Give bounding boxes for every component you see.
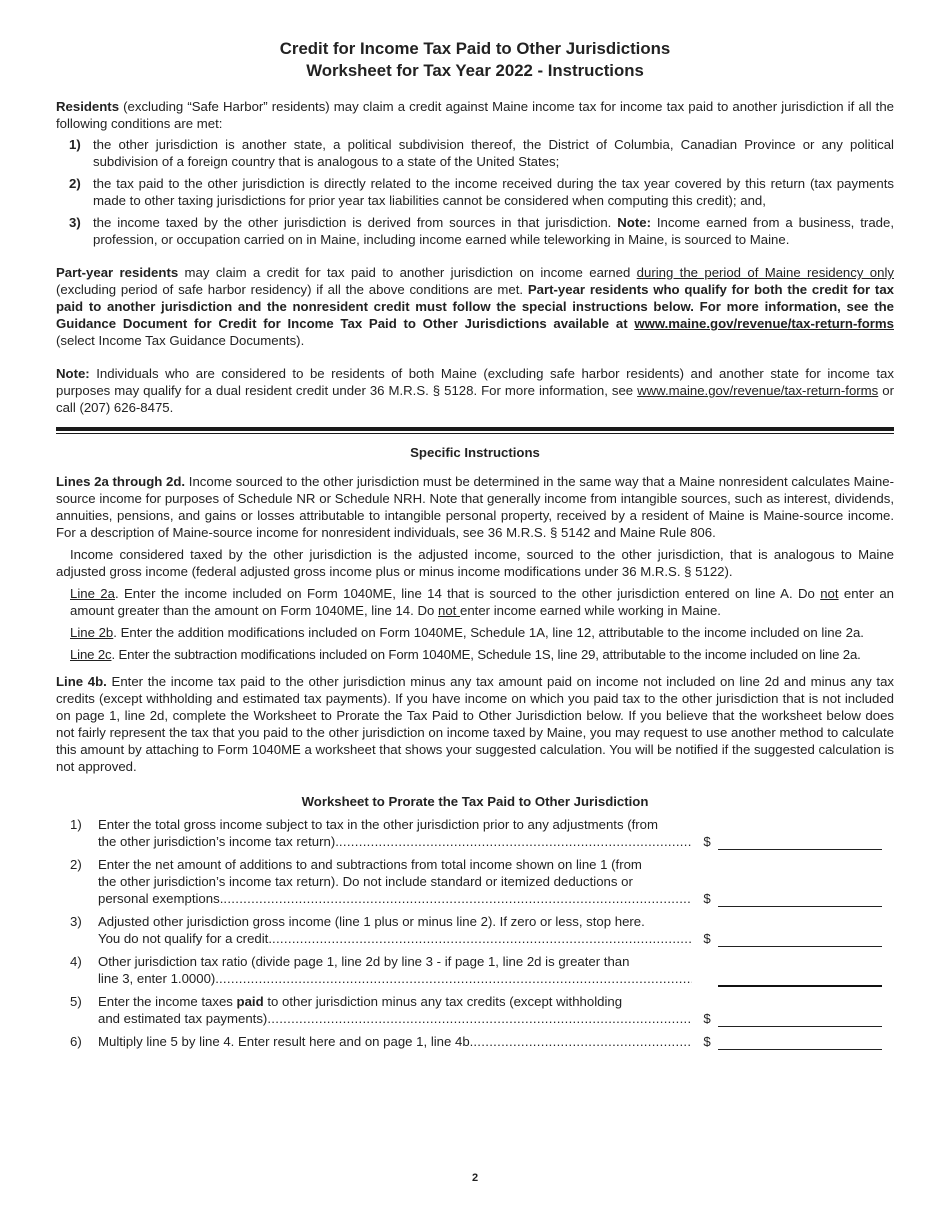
condition-item xyxy=(56,214,894,248)
line-4b-paragraph xyxy=(56,673,894,775)
line-4b-text: Enter the income tax paid to the other jurisdiction minus any tax amount paid on income not included on line 2d and minus any tax credits (except withholding and estimated tax payments). If you have income on which you paid tax to the other jurisdiction that is not included on page 1, line 2d, complete the Worksheet to Prorate the Tax Paid to Other Jurisdiction below. If you believe that the worksheet below does not fairly represent the tax that you paid to the other jurisdiction on income taxed by Maine, you may request to use another method to calculate this amount by attaching to Form 1040ME a worksheet that shows your suggested calculation. You will be notified if the suggested calculation is not approved. xyxy=(56,674,895,774)
worksheet-row-5 xyxy=(56,993,894,1027)
condition-text: the other jurisdiction is another state, a political subdivision thereof, the District of Columbia, Canadian Province or any political subdivision of a foreign country that is analogous to a state of the United States; xyxy=(93,137,894,169)
lines-2a-2d-paragraph xyxy=(56,473,894,541)
residents-intro: (excluding “Safe Harbor” residents) may claim a credit against Maine income tax for income tax paid to another jurisdiction if all the following conditions are met: xyxy=(56,99,894,131)
dot-leader-line xyxy=(98,1033,692,1050)
condition-note-text: Income earned from a business, trade, profession, or occupation carried on in Maine, including income earned while teleworking in Maine, is sourced to Maine. xyxy=(93,215,894,247)
row-description xyxy=(98,913,692,947)
row-text: Multiply line 5 by line 4. Enter result here and on page 1, line 4b. xyxy=(98,1034,474,1049)
condition-number: 3) xyxy=(69,215,81,230)
worksheet-row-1 xyxy=(56,816,894,850)
row-text: and estimated tax payments) xyxy=(98,1011,268,1026)
dollar-sign: $ xyxy=(703,1034,711,1049)
row-text-part: to other jurisdiction minus any tax credits (except withholding xyxy=(263,994,623,1009)
row-number: 1) xyxy=(70,817,82,832)
title-line-1: Credit for Income Tax Paid to Other Jurisdictions xyxy=(279,39,671,58)
row-number: 6) xyxy=(70,1034,82,1049)
row-description xyxy=(98,1033,692,1050)
worksheet-row-2 xyxy=(56,856,894,907)
row-text: personal exemptions. xyxy=(98,891,224,906)
document-title xyxy=(56,38,894,82)
section-divider-thin xyxy=(56,433,894,434)
condition-text-main: the income taxed by the other jurisdiction is derived from sources in that jurisdiction. xyxy=(93,215,618,230)
section-divider-thick xyxy=(56,427,894,431)
row-number: 4) xyxy=(70,954,82,969)
line-2a-text: enter income earned while working in Maine. xyxy=(460,603,721,618)
note-text: Individuals who are considered to be residents of both Maine (excluding safe harbor residents) and another state for income tax purposes may qualify for a dual resident credit under 36 M.R.S. § 5128. For more information, see xyxy=(56,366,894,398)
not-emphasis: not xyxy=(820,586,839,601)
line-2a-instruction xyxy=(70,585,894,619)
line-2a-text: enter an amount greater than the amount on Form 1040ME, line 14. Do xyxy=(70,586,895,618)
part-year-text: may claim a credit for tax paid to another jurisdiction on income earned xyxy=(178,265,637,280)
part-year-text: (excluding period of safe harbor residency) if all the above conditions are met. xyxy=(56,282,528,297)
condition-text: the tax paid to the other jurisdiction is directly related to the income received during the tax year covered by this return (tax payments made to other taxing jurisdictions for prior year tax liabilities cannot be considered when computing this credit); and, xyxy=(93,176,894,208)
row-number: 5) xyxy=(70,994,82,1009)
row-text: line 3, enter 1.0000). xyxy=(98,971,219,986)
condition-item xyxy=(56,175,894,209)
condition-number: 2) xyxy=(69,176,81,191)
dot-leader-line xyxy=(98,1010,692,1027)
row-text xyxy=(98,993,692,1010)
lines-2a-2d-text: Income sourced to the other jurisdiction must be determined in the same way that a Maine nonresident calculates Maine-source income for purposes of Schedule NR or Schedule NRH. Note that generally income from intangible sources, such as interest, dividends, annuities, pensions, and gains or losses attributable to intangible personal property, received by a resident of Maine is Maine-source income. For a description of Maine-source income for nonresident individuals, see 36 M.R.S. § 5142 and Maine Rule 806. xyxy=(56,474,894,540)
dollar-sign: $ xyxy=(703,1011,711,1026)
row-text-part: Enter the income taxes xyxy=(98,994,237,1009)
page-number: 2 xyxy=(471,1172,479,1184)
paid-emphasis: paid xyxy=(236,994,264,1009)
line-2a-text: . Enter the income included on Form 1040ME, line 14 that is sourced to the other jurisdiction entered on line A. Do xyxy=(114,586,821,601)
row-text: Other jurisdiction tax ratio (divide page 1, line 2d by line 3 - if page 1, line 2d is greater than xyxy=(98,954,630,969)
row-text: Enter the total gross income subject to tax in the other jurisdiction prior to any adjustments (from xyxy=(98,817,658,832)
row-description xyxy=(98,856,692,907)
condition-item xyxy=(56,136,894,170)
condition-text xyxy=(93,214,894,248)
dot-leader-line xyxy=(98,930,692,947)
part-year-text: (select Income Tax Guidance Documents). xyxy=(56,333,305,348)
row-number: 2) xyxy=(70,857,82,872)
dot-leader xyxy=(473,1033,692,1050)
row-description xyxy=(98,816,692,850)
specific-instructions-heading: Specific Instructions xyxy=(410,445,540,460)
row-text: Adjusted other jurisdiction gross income (line 1 plus or minus line 2). If zero or less, stop here. xyxy=(98,914,645,929)
worksheet-row-4 xyxy=(56,953,894,987)
line-2b-text: . Enter the addition modifications included on Form 1040ME, Schedule 1A, line 12, attributable to the income included on line 2a. xyxy=(113,625,864,640)
row-description xyxy=(98,953,692,987)
conditions-list xyxy=(56,136,894,248)
worksheet-heading: Worksheet to Prorate the Tax Paid to Other Jurisdiction xyxy=(301,794,649,809)
tax-forms-link[interactable]: www.maine.gov/revenue/tax-return-forms xyxy=(637,383,879,398)
worksheet-row-3 xyxy=(56,913,894,947)
dot-leader xyxy=(272,930,692,947)
lines-2a-2d-label: Lines 2a through 2d. xyxy=(56,474,186,489)
line-1-amount-field[interactable] xyxy=(718,834,882,850)
note-label: Note: xyxy=(56,366,90,381)
line-6-amount-field[interactable] xyxy=(718,1034,882,1050)
dot-leader-line xyxy=(98,970,692,987)
part-year-lead: Part-year residents xyxy=(56,265,179,280)
row-text: the other jurisdiction’s income tax return). Do not include standard or itemized deductions or xyxy=(98,874,633,889)
dot-leader-line xyxy=(98,890,692,907)
line-3-amount-field[interactable] xyxy=(718,931,882,947)
line-2-amount-field[interactable] xyxy=(718,891,882,907)
dot-leader xyxy=(219,970,692,987)
instructions-page xyxy=(56,38,894,1050)
line-2c-text: . Enter the subtraction modifications included on Form 1040ME, Schedule 1S, line 29, attributable to the income included on line 2a. xyxy=(111,647,861,662)
income-considered-paragraph: Income considered taxed by the other jurisdiction is the adjusted income, sourced to the other jurisdiction, that is analogous to Maine adjusted gross income (federal adjusted gross income plus or minus income modifications under 36 M.R.S. § 5122). xyxy=(56,547,894,579)
tax-forms-link[interactable]: www.maine.gov/revenue/tax-return-forms xyxy=(634,316,894,331)
dot-leader-line xyxy=(98,833,692,850)
line-2b-instruction xyxy=(70,624,894,641)
title-line-2: Worksheet for Tax Year 2022 - Instructions xyxy=(306,61,644,80)
part-year-bold-sentence: Part-year residents who qualify for both the credit for tax paid to another jurisdiction and the nonresident credit must follow the special instructions below. For more information, see the Guidance Document for Credit for Income Tax Paid to Other Jurisdictions available at xyxy=(56,282,894,331)
line-2c-label: Line 2c xyxy=(70,647,112,662)
condition-note-label: Note: xyxy=(617,215,651,230)
note-text: or call (207) 626-8475. xyxy=(56,383,894,415)
residency-period-emphasis: during the period of Maine residency only xyxy=(636,265,895,280)
residents-lead: Residents xyxy=(56,99,120,114)
row-text: Enter the net amount of additions to and subtractions from total income shown on line 1 (from xyxy=(98,857,642,872)
line-2c-instruction xyxy=(70,646,894,663)
dollar-sign: $ xyxy=(703,891,711,906)
residents-paragraph xyxy=(56,98,894,132)
not-emphasis: not xyxy=(438,603,460,618)
dollar-sign: $ xyxy=(703,834,711,849)
row-number: 3) xyxy=(70,914,82,929)
line-4b-label: Line 4b. xyxy=(56,674,107,689)
row-text: the other jurisdiction’s income tax return). xyxy=(98,834,339,849)
row-description xyxy=(98,993,692,1027)
dot-leader xyxy=(339,833,692,850)
dual-resident-note xyxy=(56,365,894,416)
line-4-ratio-field[interactable] xyxy=(718,970,882,987)
condition-number: 1) xyxy=(69,137,81,152)
dot-leader xyxy=(267,1010,692,1027)
worksheet-row-6 xyxy=(56,1033,894,1050)
dollar-sign: $ xyxy=(703,931,711,946)
dot-leader xyxy=(223,890,692,907)
line-5-amount-field[interactable] xyxy=(718,1011,882,1027)
line-2b-label: Line 2b xyxy=(70,625,114,640)
part-year-paragraph xyxy=(56,264,894,349)
row-text: You do not qualify for a credit. xyxy=(98,931,272,946)
worksheet-table xyxy=(56,816,894,1050)
line-2a-label: Line 2a xyxy=(70,586,115,601)
